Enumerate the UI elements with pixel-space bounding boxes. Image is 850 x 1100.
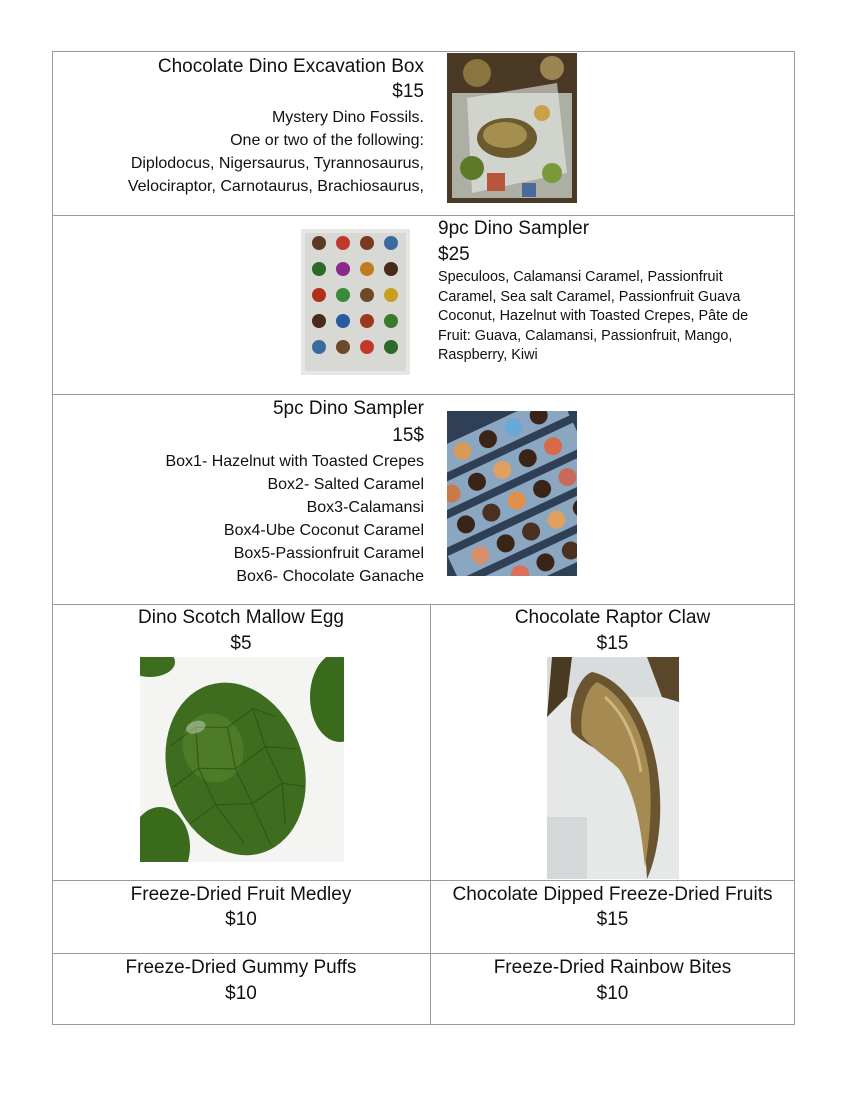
- rainbow-title: Freeze-Dried Rainbow Bites: [493, 957, 732, 978]
- sampler9-line: Caramel, Sea salt Caramel, Passionfruit Guava: [438, 289, 741, 305]
- sampler5-line: Box6- Chocolate Ganache: [236, 568, 424, 585]
- rainbow-price: $10: [596, 983, 629, 1004]
- sampler9-line: Raspberry, Kiwi: [438, 347, 538, 363]
- gummy-title: Freeze-Dried Gummy Puffs: [125, 957, 357, 978]
- sampler9-photo: [301, 229, 410, 375]
- egg-title: Dino Scotch Mallow Egg: [138, 607, 344, 628]
- excavation-price: $15: [392, 81, 424, 102]
- dipped-title: Chocolate Dipped Freeze-Dried Fruits: [452, 884, 773, 905]
- sampler5-price: 15$: [392, 425, 424, 446]
- sampler5-line: Box5-Passionfruit Caramel: [233, 545, 424, 562]
- claw-price: $15: [596, 633, 629, 654]
- sampler5-line: Box4-Ube Coconut Caramel: [223, 522, 424, 539]
- claw-photo: [547, 657, 679, 879]
- row-divider: [52, 953, 795, 954]
- egg-price: $5: [230, 633, 252, 654]
- egg-photo: [140, 657, 344, 862]
- gummy-price: $10: [225, 983, 257, 1004]
- sampler9-price: $25: [438, 244, 470, 265]
- excavation-title: Chocolate Dino Excavation Box: [157, 56, 424, 77]
- sampler5-line: Box2- Salted Caramel: [267, 476, 424, 493]
- sampler9-line: Fruit: Guava, Calamansi, Passionfruit, Mango,: [438, 328, 733, 344]
- claw-title: Chocolate Raptor Claw: [514, 607, 711, 628]
- row-divider: [52, 880, 795, 881]
- sampler5-photo: [447, 411, 577, 576]
- dipped-price: $15: [596, 909, 629, 930]
- excavation-line: One or two of the following:: [230, 132, 424, 149]
- sampler9-line: Speculoos, Calamansi Caramel, Passionfruit: [438, 269, 723, 285]
- excavation-line: Mystery Dino Fossils.: [271, 109, 424, 126]
- excavation-line: Velociraptor, Carnotaurus, Brachiosaurus,: [127, 178, 424, 195]
- sampler5-line: Box3-Calamansi: [306, 499, 424, 516]
- row-divider: [52, 394, 795, 395]
- sampler5-line: Box1- Hazelnut with Toasted Crepes: [165, 453, 424, 470]
- sampler9-title: 9pc Dino Sampler: [438, 218, 590, 239]
- excavation-line: Diplodocus, Nigersaurus, Tyrannosaurus,: [130, 155, 424, 172]
- row-divider: [52, 604, 795, 605]
- excavation-box-photo: [447, 53, 577, 203]
- sampler9-line: Coconut, Hazelnut with Toasted Crepes, Pâte de: [438, 308, 749, 324]
- medley-title: Freeze-Dried Fruit Medley: [130, 884, 352, 905]
- sampler5-title: 5pc Dino Sampler: [272, 398, 424, 419]
- medley-price: $10: [225, 909, 257, 930]
- row-divider: [52, 215, 795, 216]
